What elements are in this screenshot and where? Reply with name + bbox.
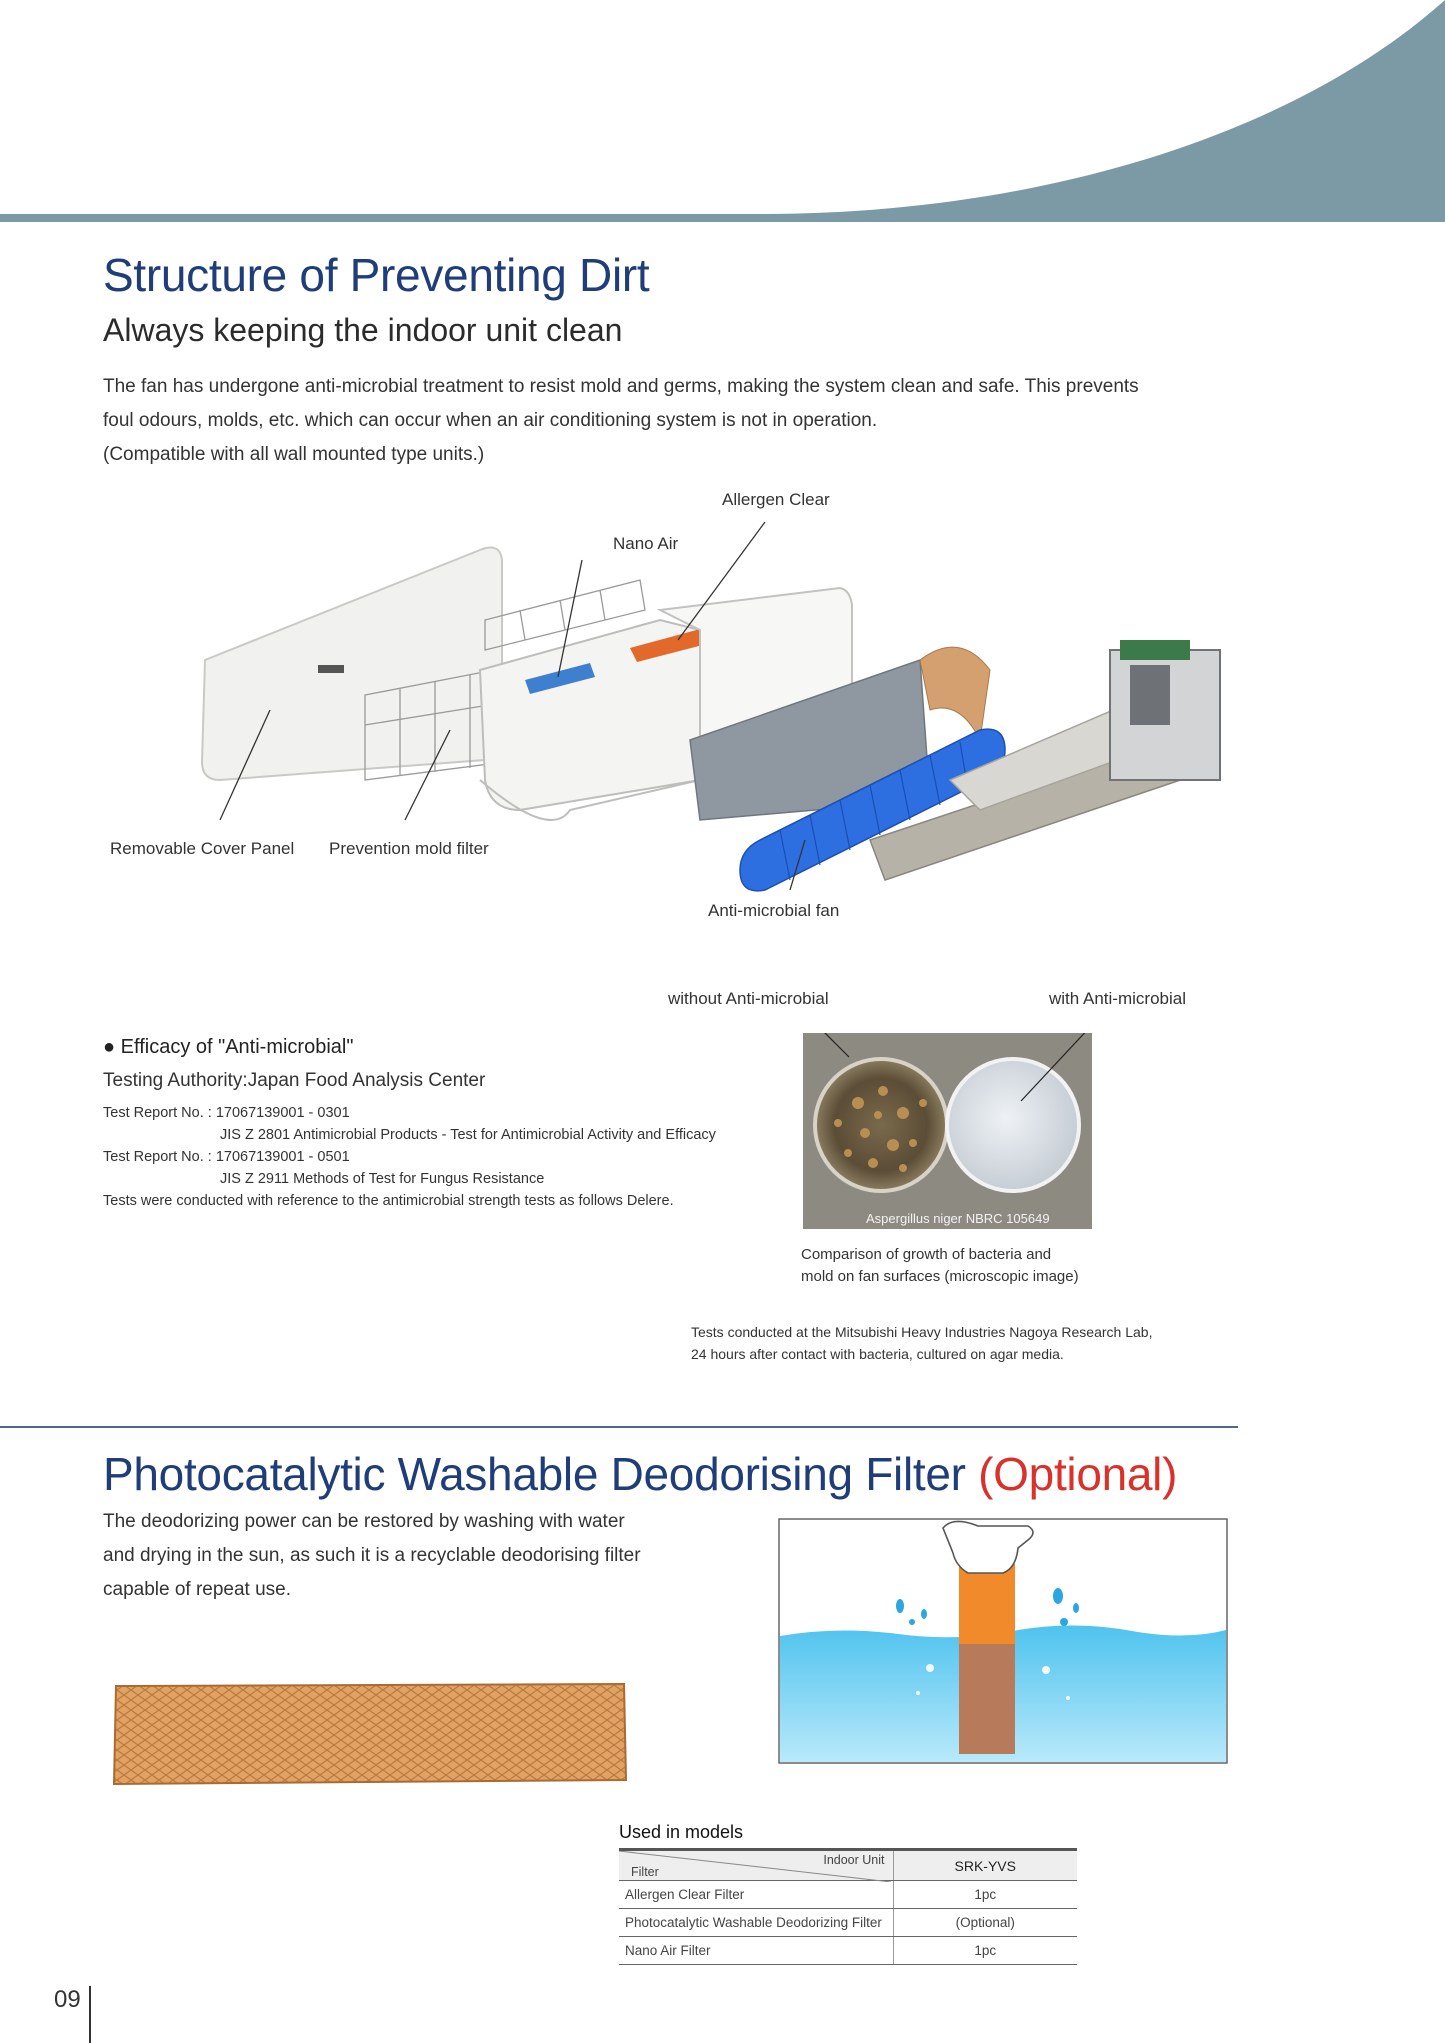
bullet-icon: ●: [103, 1036, 116, 1058]
section-divider: [0, 1426, 1238, 1428]
efficacy-heading-text: Efficacy of "Anti-microbial": [120, 1036, 354, 1058]
label-antimicrobial-fan: Anti-microbial fan: [708, 901, 840, 920]
models-heading: Used in models: [619, 1822, 744, 1842]
section2-body-line: The deodorizing power can be restored by washing with water: [103, 1511, 625, 1532]
table-header-row: [619, 1850, 1077, 1881]
photo-caption-line: Comparison of growth of bacteria and: [801, 1246, 1052, 1263]
section2-optional: (Optional): [978, 1448, 1178, 1500]
efficacy-heading: [103, 1036, 353, 1059]
table-row: [619, 1881, 1077, 1909]
section2-title-text: Photocatalytic Washable Deodorising Filter: [103, 1448, 966, 1500]
label-nano-air: Nano Air: [613, 534, 679, 553]
petri-dish-photo: [803, 1033, 1092, 1229]
section1-body-line: foul odours, molds, etc. which can occur when an air conditioning system is not in operation.: [103, 410, 878, 431]
label-allergen-clear: Allergen Clear: [722, 490, 830, 509]
section1-body-line: (Compatible with all wall mounted type units.): [103, 444, 485, 465]
table-header-corner: [619, 1850, 893, 1881]
row-value: 1pc: [893, 1937, 1077, 1965]
header-filter: Filter: [631, 1865, 659, 1879]
section1-title: Structure of Preventing Dirt: [103, 249, 650, 301]
section2-body-line: and drying in the sun, as such it is a recyclable deodorising filter: [103, 1545, 641, 1566]
report-line: JIS Z 2801 Antimicrobial Products - Test for Antimicrobial Activity and Efficacy: [220, 1127, 716, 1143]
washing-illustration: [778, 1518, 1228, 1764]
row-name: Nano Air Filter: [619, 1937, 893, 1965]
label-without-antimicrobial: without Anti-microbial: [668, 989, 829, 1008]
lab-note: [691, 1321, 1152, 1365]
report-line: Tests were conducted with reference to the antimicrobial strength tests as follows Delere.: [103, 1193, 674, 1209]
page-number: 09: [54, 1986, 81, 2013]
table-row: [619, 1909, 1077, 1937]
row-name: Allergen Clear Filter: [619, 1881, 893, 1909]
section1-body-line: The fan has undergone anti-microbial treatment to resist mold and germs, making the system clean and safe. This prevents: [103, 376, 1139, 397]
deodorising-filter-photo: [110, 1680, 630, 1790]
photo-caption: [801, 1244, 1079, 1288]
row-value: (Optional): [893, 1909, 1077, 1937]
photo-caption-line: mold on fan surfaces (microscopic image): [801, 1268, 1079, 1285]
section1-subtitle: Always keeping the indoor unit clean: [103, 312, 623, 348]
header-indoor-unit: Indoor Unit: [823, 1853, 885, 1867]
report-line: Test Report No. : 17067139001 - 0501: [103, 1149, 350, 1165]
lab-note-line: Tests conducted at the Mitsubishi Heavy Industries Nagoya Research Lab,: [691, 1324, 1153, 1340]
models-table: [619, 1848, 1077, 1965]
report-line: Test Report No. : 17067139001 - 0301: [103, 1105, 350, 1121]
label-with-antimicrobial: with Anti-microbial: [1049, 989, 1186, 1008]
section1-body: [103, 370, 1343, 472]
header-model: SRK-YVS: [893, 1850, 1077, 1881]
efficacy-authority: Testing Authority:Japan Food Analysis Center: [103, 1070, 486, 1091]
photo-inset-caption: Aspergillus niger NBRC 105649: [866, 1211, 1050, 1226]
label-prevention-filter: Prevention mold filter: [329, 839, 489, 858]
section2-title: [103, 1447, 1177, 1501]
section2-body: [103, 1505, 641, 1607]
row-name: Photocatalytic Washable Deodorizing Filter: [619, 1909, 893, 1937]
row-value: 1pc: [893, 1881, 1077, 1909]
lab-note-line: 24 hours after contact with bacteria, cultured on agar media.: [691, 1346, 1064, 1362]
efficacy-report-lines: [103, 1102, 716, 1212]
table-row: [619, 1937, 1077, 1965]
report-line: JIS Z 2911 Methods of Test for Fungus Resistance: [220, 1171, 545, 1187]
header-band: [0, 0, 1445, 230]
page-number-rule: [89, 1986, 91, 2043]
section2-body-line: capable of repeat use.: [103, 1579, 292, 1600]
label-removable-cover: Removable Cover Panel: [110, 839, 295, 858]
